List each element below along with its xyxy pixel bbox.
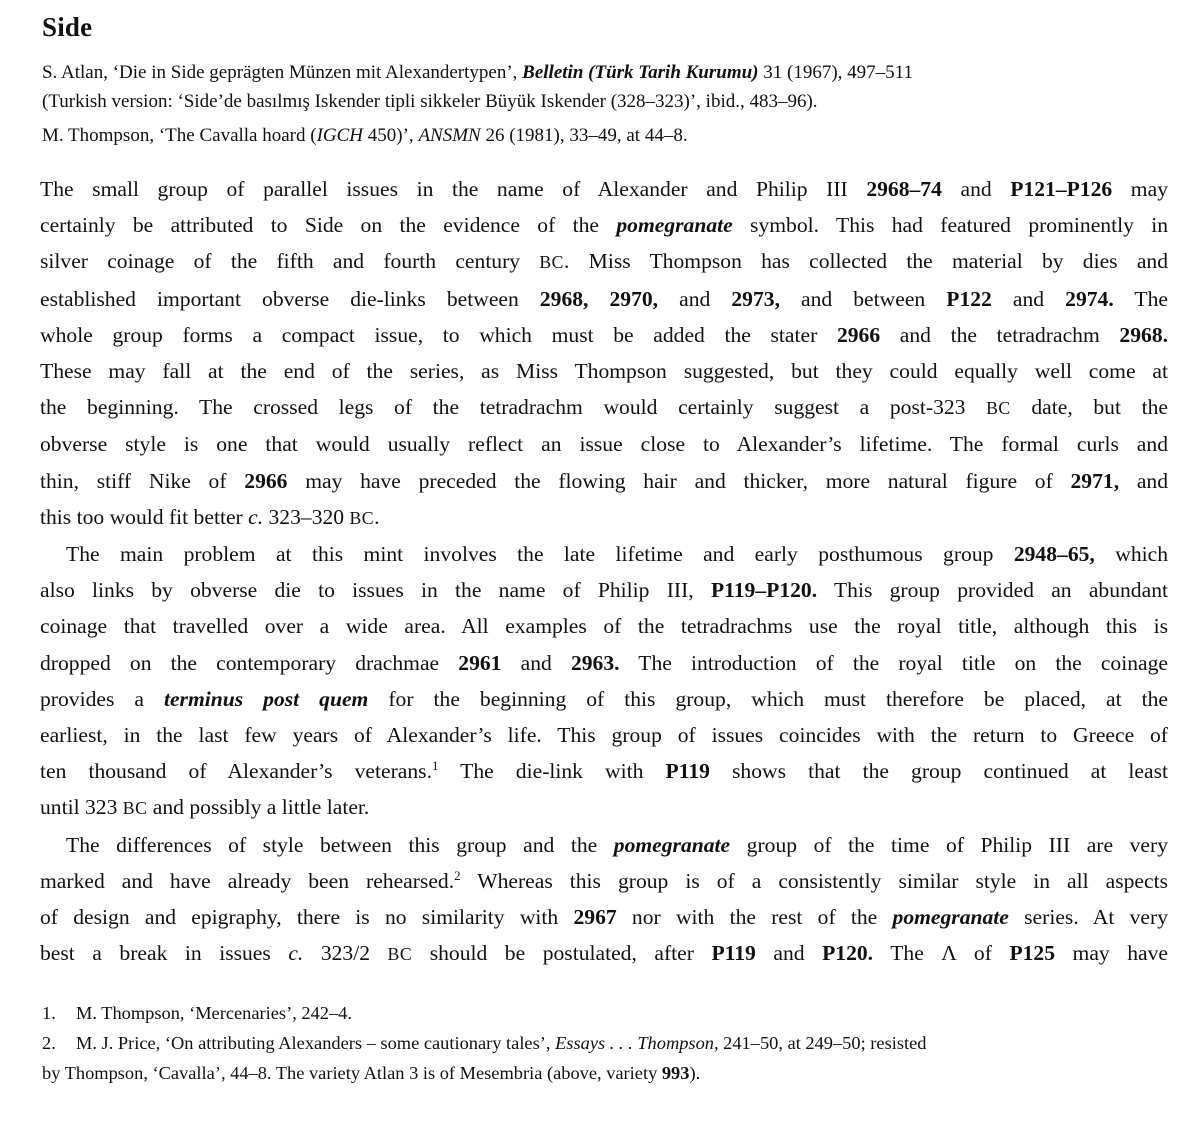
text-line: thin, stiff Nike of 2966 may have preceded the flowing hair and thicker, more natural figure of 2971, and (40, 468, 1169, 493)
footnote-1 (42, 998, 1170, 1028)
text-line: dropped on the contemporary drachmae 2961 and 2963. The introduction of the royal title on the coinage (40, 650, 1168, 675)
text-line: of design and epigraphy, there is no similarity with 2967 nor with the rest of the pomegranate series. At very (40, 905, 1168, 930)
body-text (40, 171, 1168, 972)
bib-author: S. Atlan, (42, 62, 113, 83)
bibliography-entry-thompson (42, 121, 1170, 150)
bib-title: ‘The Cavalla hoard ( (158, 125, 317, 146)
text-line: provides a terminus post quem for the beginning of this group, which must therefore be placed, at the (40, 686, 1168, 711)
bib-line (42, 58, 1170, 87)
footnote-text: ). (689, 1063, 701, 1083)
text-line: this too would fit better c. 323–320 BC. (40, 504, 380, 529)
bib-title: ‘Die in Side geprägten Münzen mit Alexandertypen’, (112, 62, 523, 83)
text-line: also links by obverse die to issues in the name of Philip III, P119–P120. This group provided an abundant (40, 578, 1168, 603)
text-line: These may fall at the end of the series, as Miss Thompson suggested, but they could equally well come at (40, 359, 1168, 384)
text-line: best a break in issues c. 323/2 BC should be postulated, after P119 and P120. The Λ of P125 may have (40, 941, 1169, 966)
text-line: The small group of parallel issues in the name of Alexander and Philip III 2968–74 and P121–P126 may (40, 177, 1168, 201)
footnote-text: by Thompson, ‘Cavalla’, 44–8. The variety Atlan 3 is of Mesembria (above, variety (42, 1063, 662, 1083)
footnote-text-italic: Essays . . . Thompson (555, 1033, 714, 1053)
bib-details: 26 (1981), 33–49, at 44–8. (480, 125, 688, 146)
bib-author: M. Thompson, (42, 125, 159, 146)
text-line: coinage that travelled over a wide area. All examples of the tetradrachms use the royal title, although this is (40, 614, 1168, 639)
bibliography-entry-atlan (42, 58, 1170, 116)
text-line: The differences of style between this group and the pomegranate group of the time of Philip III are very (66, 832, 1168, 857)
bib-journal: ANSMN (418, 125, 481, 146)
paragraph-2 (40, 536, 1168, 827)
footnote-text: M. Thompson, ‘Mercenaries’, 242–4. (76, 1003, 352, 1023)
bib-details: 31 (1967), 497–511 (758, 62, 913, 83)
footnotes (42, 998, 1170, 1088)
text-line: until 323 BC and possibly a little later. (40, 795, 370, 820)
paragraph-3 (40, 827, 1168, 973)
bib-line (42, 121, 1170, 150)
paragraph-1 (40, 171, 1168, 536)
text-line: established important obverse die-links between 2968, 2970, and 2973, and between P122 and 2974. The (40, 286, 1168, 311)
bib-line: (Turkish version: ‘Side’de basılmış Iskender tipli sikkeler Büyük Iskender (328–323)’, ibid., 483–96). (42, 91, 818, 112)
footnote-number: 2. (42, 1033, 56, 1053)
text-line: certainly be attributed to Side on the evidence of the pomegranate symbol. This had featured prominently in (40, 213, 1169, 238)
text-line: The main problem at this mint involves the late lifetime and early posthumous group 2948–65, which (66, 542, 1168, 567)
bib-title-italic: IGCH (316, 125, 364, 146)
bib-journal: Belletin (Türk Tarih Kurumu) (522, 62, 759, 83)
section-heading: Side (42, 12, 93, 42)
footnote-ref: 2 (454, 867, 461, 883)
footnote-text: , 241–50, at 249–50; resisted (713, 1033, 927, 1053)
footnote-text: M. J. Price, ‘On attributing Alexanders – some cautionary tales’, (76, 1033, 556, 1053)
footnote-ref: 1 (431, 758, 439, 774)
footnote-text-bold: 993 (661, 1063, 690, 1083)
text-line: whole group forms a compact issue, to which must be added the stater 2966 and the tetradrachm 2968. (40, 322, 1169, 347)
bib-title: 450)’, (363, 125, 419, 146)
footnote-number: 1. (42, 1003, 56, 1023)
footnote-2 (42, 1028, 1170, 1058)
text-line: obverse style is one that would usually reflect an issue close to Alexander’s lifetime. The formal curls and (40, 432, 1168, 457)
footnote-2-continued (42, 1058, 1170, 1088)
text-line: marked and have already been rehearsed.$^2$ Whereas this group is of a consistently similar style in all aspects (40, 867, 1168, 893)
text-line: silver coinage of the fifth and fourth century BC. Miss Thompson has collected the material by dies and (40, 249, 1168, 274)
text-line: earliest, in the last few years of Alexander’s life. This group of issues coincides with the return to Greece of (40, 723, 1168, 748)
text-line: the beginning. The crossed legs of the tetradrachm would certainly suggest a post-323 BC date, but the (40, 395, 1168, 420)
text-line: ten thousand of Alexander’s veterans.$^1$ The die-link with P119 shows that the group continued at least (40, 758, 1168, 784)
